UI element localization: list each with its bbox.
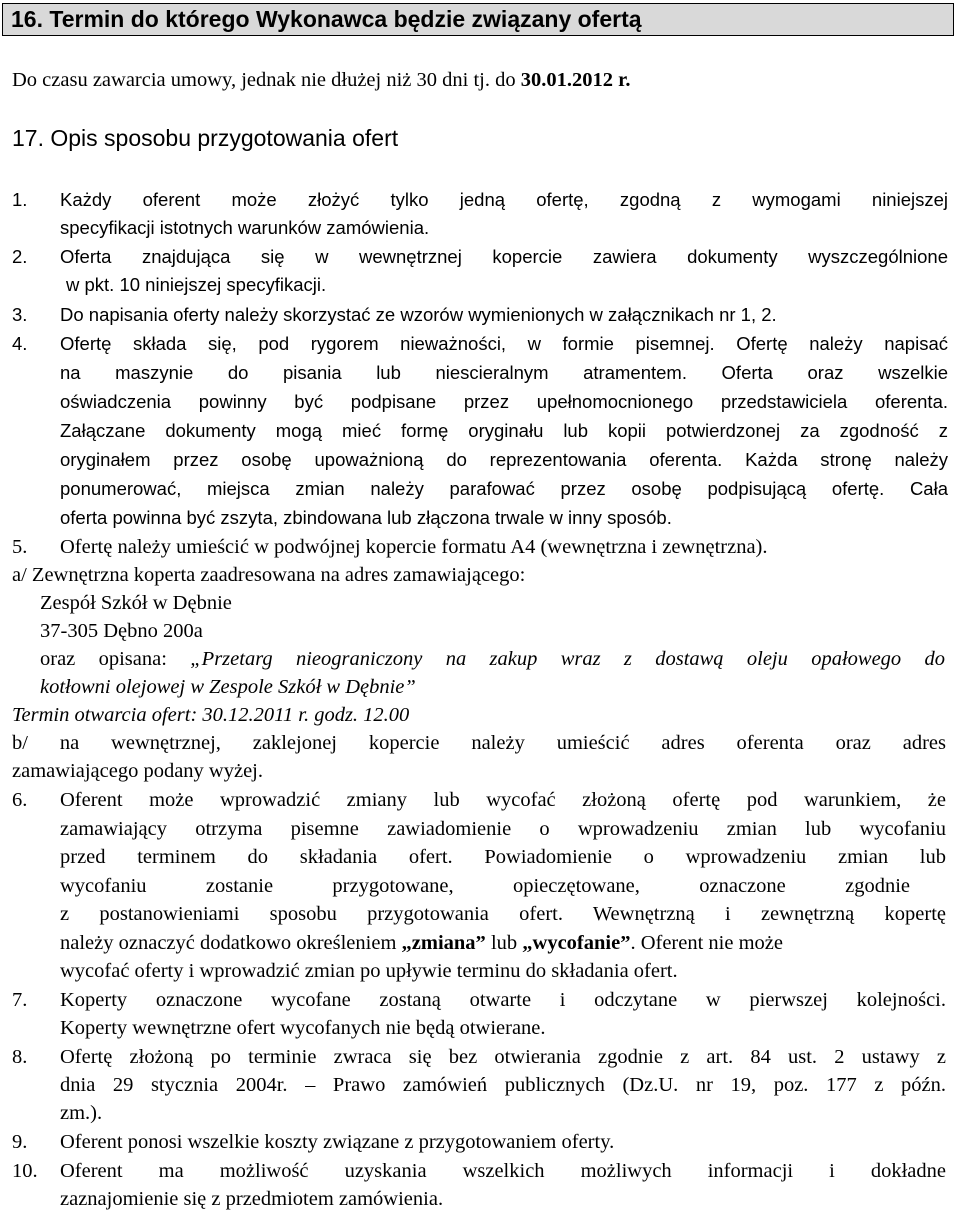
item-3-number: 3. [12,304,28,325]
item-4-line-2: na maszynie do pisania lub niescieralnym atramentem. Oferta oraz wszelkie [60,362,948,383]
item-1-line-2: specyfikacji istotnych warunków zamówienia. [60,217,430,238]
envelope-description-line-2: kotłowni olejowej w Zespole Szkół w Dębnie” [40,676,416,698]
item-6-line-2: zamawiający otrzyma pisemne zawiadomienie o wprowadzeniu zmian lub wycofaniu [60,818,946,840]
item-2-line-1: Oferta znajdująca się w wewnętrznej kopercie zawiera dokumenty wyszczególnione [60,246,948,267]
item-9-number: 9. [12,1131,28,1153]
section-16-heading: 16. Termin do którego Wykonawca będzie związany ofertą [2,3,954,36]
item-2-number: 2. [12,246,28,267]
item-7-number: 7. [12,989,28,1011]
item-4-line-7: oferta powinna być zszyta, zbindowana lub złączona trwale w inny sposób. [60,507,672,528]
item-9-line-1: Oferent ponosi wszelkie koszty związane z przygotowaniem oferty. [60,1131,615,1153]
item-6-line-3: przed terminem do składania ofert. Powiadomienie o wprowadzeniu zmian lub [60,846,946,868]
marker-zmiana: „zmiana” [401,932,486,954]
item-1-line-1: Każdy oferent może złożyć tylko jedną ofertę, zgodną z wymogami niniejszej [60,189,948,210]
item-10-line-2: zaznajomienie się z przedmiotem zamówienia. [60,1188,444,1210]
item-4-line-1: Ofertę składa się, pod rygorem nieważności, w formie pisemnej. Ofertę należy napisać [60,333,948,354]
address-line-1: Zespół Szkół w Dębnie [40,592,232,614]
item-1-number: 1. [12,189,28,210]
item-10-number: 10. [12,1160,38,1182]
item-6-line-1: Oferent może wprowadzić zmiany lub wycofać złożoną ofertę pod warunkiem, że [60,789,946,811]
item-6-number: 6. [12,789,28,811]
item-5-number: 5. [12,536,28,558]
item-8-line-3: zm.). [60,1102,103,1124]
item-8-number: 8. [12,1046,28,1068]
item-6-line-7: wycofać oferty i wprowadzić zmian po upływie terminu do składania ofert. [60,960,678,982]
deadline-date: 30.01.2012 r. [520,69,631,91]
envelope-description-line-1: oraz opisana: „Przetarg nieograniczony na zakup wraz z dostawą oleju opałowego do [40,648,946,670]
item-7-line-1: Koperty oznaczone wycofane zostaną otwarte i odczytane w pierwszej kolejności. [60,989,946,1011]
address-line-2: 37-305 Dębno 200a [40,620,203,642]
envelope-inner-line-2: zamawiającego podany wyżej. [12,760,264,782]
item-8-line-1: Ofertę złożoną po terminie zwraca się bez otwierania zgodnie z art. 84 ust. 2 ustawy z [60,1046,946,1068]
item-4-line-5: oryginałem przez osobę upoważnioną do reprezentowania oferenta. Każda stronę należy [60,449,948,470]
item-6-line-4: wycofaniu zostanie przygotowane, opieczętowane, oznaczone zgodnie [60,875,910,897]
item-4-line-3: oświadczenia powinny być podpisane przez upełnomocnionego przedstawiciela oferenta. [60,391,948,412]
marker-wycofanie: „wycofanie” [522,932,631,954]
section-17-heading: 17. Opis sposobu przygotowania ofert [12,125,399,151]
item-4-number: 4. [12,333,28,354]
item-8-line-2: dnia 29 stycznia 2004r. – Prawo zamówień publicznych (Dz.U. nr 19, poz. 177 z późn. [60,1074,946,1096]
opening-date: Termin otwarcia ofert: 30.12.2011 r. godz. 12.00 [12,704,410,726]
item-4-line-4: Załączane dokumenty mogą mieć formę oryginału lub kopii potwierdzonej za zgodność z [60,420,948,441]
item-10-line-1: Oferent ma możliwość uzyskania wszelkich możliwych informacji i dokładne [60,1160,946,1182]
section-16-text: Do czasu zawarcia umowy, jednak nie dłużej niż 30 dni tj. do 30.01.2012 r. [12,69,631,91]
item-5-line-1: Ofertę należy umieścić w podwójnej kopercie formatu A4 (wewnętrzna i zewnętrzna). [60,536,768,558]
item-3-line-1: Do napisania oferty należy skorzystać ze wzorów wymienionych w załącznikach nr 1, 2. [60,304,777,325]
item-6-line-5: z postanowieniami sposobu przygotowania ofert. Wewnętrzną i zewnętrzną kopertę [60,903,946,925]
item-2-line-2: w pkt. 10 niniejszej specyfikacji. [66,274,327,295]
envelope-outer-label: a/ Zewnętrzna koperta zaadresowana na adres zamawiającego: [12,564,526,586]
item-7-line-2: Koperty wewnętrzne ofert wycofanych nie będą otwierane. [60,1017,546,1039]
item-6-line-6: należy oznaczyć dodatkowo określeniem „zmiana” lub „wycofanie”. Oferent nie może [60,932,783,954]
item-4-line-6: ponumerować, miejsca zmian należy parafować przez osobę podpisującą ofertę. Cała [60,478,948,499]
envelope-inner-line-1: b/ na wewnętrznej, zaklejonej kopercie należy umieścić adres oferenta oraz adres [12,732,946,754]
